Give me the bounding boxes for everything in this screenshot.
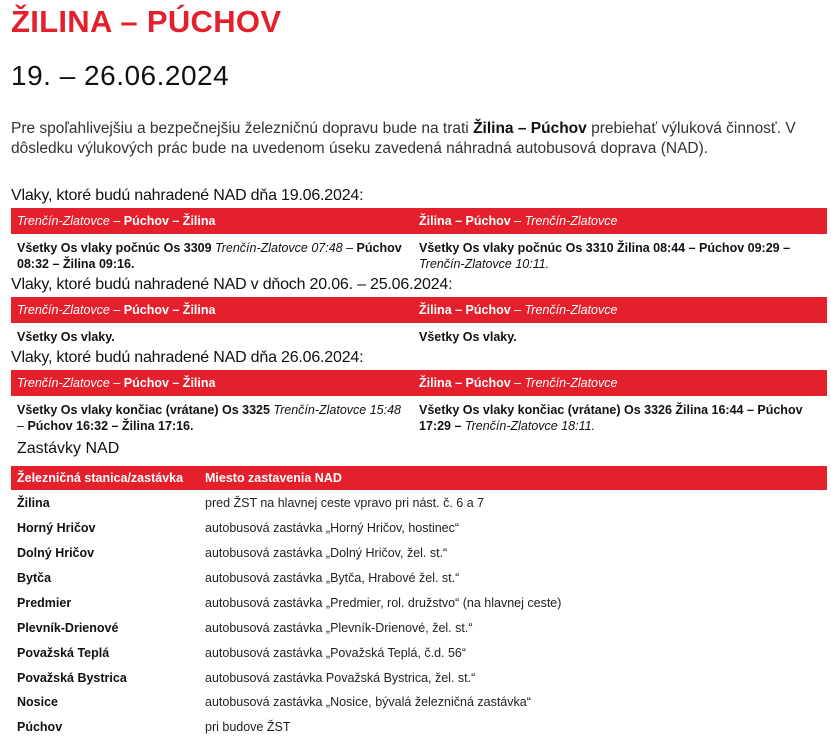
section-heading: Vlaky, ktoré budú nahradené NAD dňa 26.06.2024: — [11, 349, 364, 366]
date-range: 19. – 26.06.2024 — [11, 60, 230, 91]
column-header-station: Železničná stanica/zastávka — [17, 471, 184, 485]
table-row: Nosice autobusová zastávka „Nosice, bývalá železničná zastávka“ — [17, 695, 531, 709]
table-row: Plevník-Drienové autobusová zastávka „Plevník-Drienové, žel. st.“ — [17, 621, 473, 635]
table-row: Horný Hričov autobusová zastávka „Horný Hričov, hostinec“ — [17, 521, 460, 535]
intro-text-start: Pre spoľahlivejšiu a bezpečnejšiu železničnú dopravu bude na trati — [11, 120, 474, 137]
direction-bar — [11, 370, 827, 396]
section-heading: Vlaky, ktoré budú nahradené NAD dňa 19.06.2024: — [11, 187, 364, 204]
page-title: ŽILINA – PÚCHOV — [11, 4, 282, 39]
column-header-place: Miesto zastavenia NAD — [205, 471, 342, 485]
trains-cell-left: Všetky Os vlaky počnúc Os 3309 Trenčín-Zlatovce 07:48 – Púchov 08:32 – Žilina 09:16. — [17, 241, 402, 271]
intro-paragraph — [11, 119, 823, 159]
table-row: Žilina pred ŽST na hlavnej ceste vpravo pri nást. č. 6 a 7 — [17, 496, 485, 510]
intro-route: Žilina – Púchov — [473, 120, 587, 137]
intro-text-end: prebiehať výluková činnosť. V dôsledku výlukových prác bude na uvedenom úseku zavedená náhradná autobusová doprava (NAD). — [11, 120, 796, 157]
stops-heading: Zastávky NAD — [17, 440, 120, 457]
direction-to-zlatovce: Žilina – Púchov – Trenčín-Zlatovce — [419, 214, 618, 228]
direction-to-zlatovce: Žilina – Púchov – Trenčín-Zlatovce — [419, 376, 618, 390]
direction-to-zilina: Trenčín-Zlatovce – Púchov – Žilina — [17, 303, 216, 317]
trains-cell-right: Všetky Os vlaky končiac (vrátane) Os 3326 Žilina 16:44 – Púchov 17:29 – Trenčín-Zlatovce 18:11. — [419, 403, 803, 433]
stops-table-header — [11, 466, 827, 490]
trains-cell-left: Všetky Os vlaky. — [17, 330, 115, 344]
direction-bar — [11, 208, 827, 234]
table-row: Púchov pri budove ŽST — [17, 720, 291, 734]
table-row: Považská Teplá autobusová zastávka „Považská Teplá, č.d. 56“ — [17, 646, 467, 660]
table-row: Predmier autobusová zastávka „Predmier, rol. družstvo“ (na hlavnej ceste) — [17, 596, 562, 610]
direction-to-zlatovce: Žilina – Púchov – Trenčín-Zlatovce — [419, 303, 618, 317]
trains-cell-right: Všetky Os vlaky počnúc Os 3310 Žilina 08:44 – Púchov 09:29 – Trenčín-Zlatovce 10:11. — [419, 241, 791, 271]
direction-to-zilina: Trenčín-Zlatovce – Púchov – Žilina — [17, 376, 216, 390]
trains-cell-left: Všetky Os vlaky končiac (vrátane) Os 3325 Trenčín-Zlatovce 15:48 – Púchov 16:32 – Žilina 17:16. — [17, 403, 402, 433]
table-row: Považská Bystrica autobusová zastávka Považská Bystrica, žel. st.“ — [17, 671, 476, 685]
table-row: Dolný Hričov autobusová zastávka „Dolný Hričov, žel. st.“ — [17, 546, 448, 560]
direction-bar — [11, 297, 827, 323]
direction-to-zilina: Trenčín-Zlatovce – Púchov – Žilina — [17, 214, 216, 228]
trains-cell-right: Všetky Os vlaky. — [419, 330, 517, 344]
section-heading: Vlaky, ktoré budú nahradené NAD v dňoch 20.06. – 25.06.2024: — [11, 276, 453, 293]
table-row: Bytča autobusová zastávka „Bytča, Hrabové žel. st.“ — [17, 571, 460, 585]
